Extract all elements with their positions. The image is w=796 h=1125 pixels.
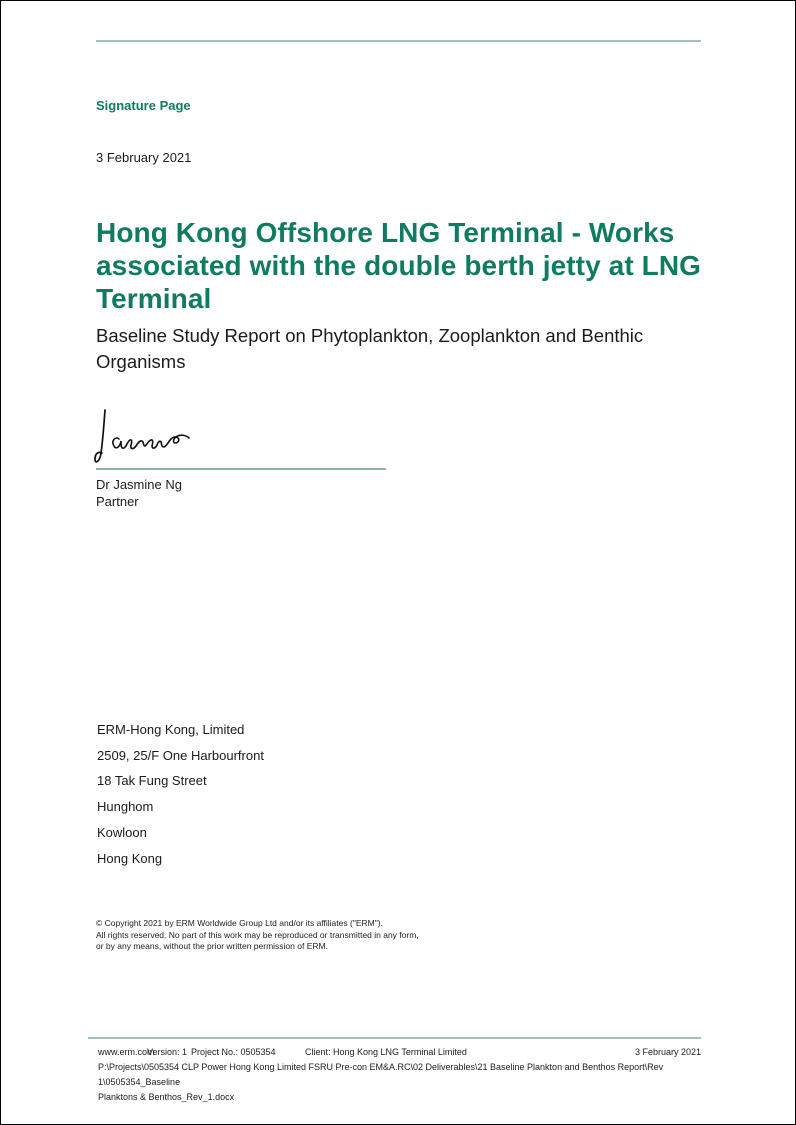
address-line: ERM-Hong Kong, Limited bbox=[97, 722, 245, 737]
footer-file-path-line: P:\Projects\0505354 CLP Power Hong Kong Limited FSRU Pre-con EM&A.RC\02 Deliverables\21 Baseline Plankton and Benthos Report\Rev 1\0505354_Baseline bbox=[98, 1062, 664, 1087]
footer-project-number: Project No.: 0505354 bbox=[191, 1047, 276, 1057]
document-subtitle bbox=[96, 323, 696, 375]
document-title-line: associated with the double berth jetty at LNG bbox=[96, 250, 702, 281]
header-rule bbox=[96, 40, 701, 42]
signature-rule bbox=[96, 468, 386, 470]
footer-client: Client: Hong Kong LNG Terminal Limited bbox=[305, 1047, 467, 1057]
footer-rule bbox=[88, 1037, 701, 1039]
address-block bbox=[97, 717, 264, 871]
address-line: 2509, 25/F One Harbourfront bbox=[97, 747, 264, 763]
footer-meta-row bbox=[1, 1047, 796, 1059]
address-line: 18 Tak Fung Street bbox=[97, 773, 207, 789]
document-subtitle-line: Baseline Study Report on Phytoplankton, Zooplankton and Benthic bbox=[96, 325, 644, 346]
address-line: Hong Kong bbox=[97, 850, 163, 866]
footer-website: www.erm.com bbox=[98, 1047, 155, 1057]
signatory-role: Partner bbox=[96, 494, 139, 509]
copyright-line: or by any means, without the prior written permission of ERM. bbox=[96, 941, 328, 951]
signatory-name: Dr Jasmine Ng bbox=[96, 477, 182, 492]
copyright-notice bbox=[96, 918, 419, 953]
footer-version: Version: 1 bbox=[147, 1047, 188, 1057]
footer-file-path bbox=[98, 1060, 708, 1105]
footer-date: 3 February 2021 bbox=[634, 1047, 701, 1057]
document-title-line: Hong Kong Offshore LNG Terminal - Works bbox=[96, 217, 675, 248]
document-subtitle-line: Organisms bbox=[96, 351, 186, 372]
handwritten-signature bbox=[94, 407, 202, 469]
address-line: Kowloon bbox=[97, 824, 147, 840]
copyright-line: All rights reserved. No part of this work may be reproduced or transmitted in any form, bbox=[96, 929, 419, 940]
section-label: Signature Page bbox=[96, 98, 191, 113]
document-title-line: Terminal bbox=[96, 283, 212, 314]
footer-file-path-line: Planktons & Benthos_Rev_1.docx bbox=[98, 1092, 235, 1102]
document-title bbox=[96, 216, 726, 315]
address-line: Hunghom bbox=[97, 799, 154, 815]
copyright-line: © Copyright 2021 by ERM Worldwide Group Ltd and/or its affiliates ("ERM"). bbox=[96, 918, 383, 928]
document-date: 3 February 2021 bbox=[96, 150, 192, 165]
